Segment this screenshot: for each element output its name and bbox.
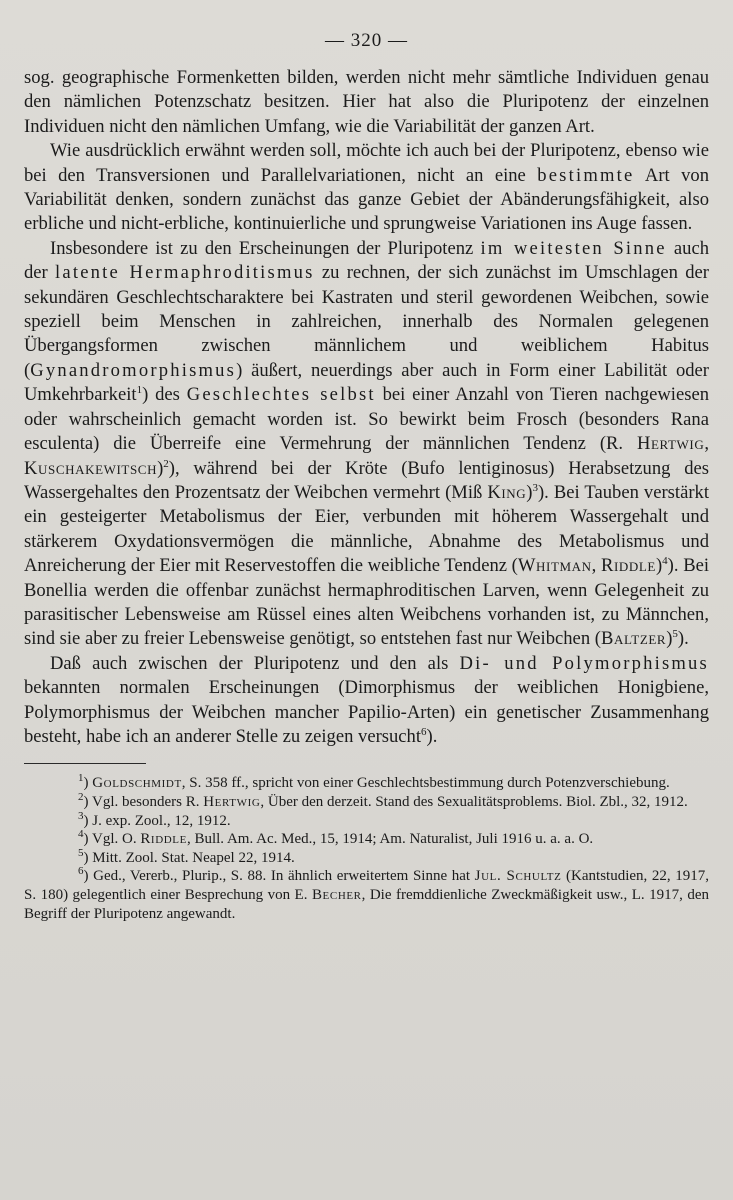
text-run: ). [426, 725, 438, 747]
text-run: Insbesondere ist zu den Erscheinungen der Pluripotenz [50, 237, 481, 259]
footnote-ref-5[interactable]: 5 [672, 628, 678, 641]
footnote-6: $^6$) Ged., Vererb., Plurip., S. 88. In ähnlich erweitertem Sinne hat Jul. Schultz (Kantstudien, 22, 1917, S. 180) gelegentlich einer Besprechung von E. Becher, Die fremddienliche Zweckmäßigkeit usw., L. 1917, den Begriff der Pluripotenz angewandt. [24, 865, 709, 922]
text-run: ) des [142, 384, 187, 406]
footnote-4: $^4$) Vgl. O. Riddle, Bull. Am. Ac. Med., 15, 1914; Am. Naturalist, Juli 1916 u. a. a. O. [78, 828, 594, 848]
text-run: Mitt. Zool. Stat. Neapel 22, 1914. [92, 849, 295, 866]
text-run: Vgl. besonders R. [91, 793, 204, 810]
text-run: bei einer Anzahl von Tieren nachgewiesen oder wahrscheinlich gemacht worden ist. So bewirkt beim Frosch (besonders Rana esculenta) die Überreife eine Vermehrung der männlichen Tendenz (R. [24, 384, 709, 455]
text-run: ). Bei Tauben verstärkt ein gesteigerter Metabolismus der Eier, verbunden mit höherem Wassergehalt und stärkerem Oxydationsvermögen die männliche, Abnahme des Metabolismus und Anreicherung der Eier mit Reservestoffen die weibliche Tendenz ( [24, 481, 709, 577]
text-run: Daß auch zwischen der Pluripotenz und den als [50, 652, 460, 674]
text-run: auch der [24, 237, 709, 284]
page-number: — 320 — [325, 30, 408, 51]
footnote-marker: 4 [78, 828, 84, 841]
footnote-2: $^2$) Vgl. besonders R. Hertwig, Über den derzeit. Stand des Sexualitätsproblems. Biol. Zbl., 32, 1912. [78, 790, 688, 810]
author-name: Riddle [140, 831, 187, 848]
text-run: bekannten normalen Erscheinungen (Dimorphismus der weiblichen Honigbiene, Polymorphismus der Weibchen mancher Papilio-Arten) ein genetischer Zusammenhang besteht, habe ich an anderer Stelle zu zeigen versucht [24, 677, 709, 747]
footnote-1: $^1$) Goldschmidt, S. 358 ff., spricht von einer Geschlechtsbestimmung durch Potenzverschiebung. [78, 772, 670, 792]
footnote-3: $^3$) J. exp. Zool., 12, 1912. [78, 809, 231, 829]
author-name: Hertwig [636, 433, 705, 455]
text-run: , Die fremddienliche Zweckmäßigkeit usw., L. 1917, den Begriff der Pluripotenz angewandt. [24, 886, 709, 922]
author-name: King [487, 481, 527, 503]
text-run: ) [526, 481, 533, 503]
footnote-divider [24, 763, 146, 764]
footnotes [24, 774, 709, 923]
footnote-ref-6[interactable]: 6 [421, 725, 427, 738]
text-run: zu rechnen, der sich zunächst im Umschlagen der sekundären Geschlechtscharaktere bei Kastraten und steril gewordenen Weibchen, sowie speziell beim Menschen in zahlreichen, innerhalb des Normalen gelegenen Übergangsformen zwischen männlichem und weiblichem Habitus ( [24, 262, 709, 381]
text-run: ) [655, 555, 663, 577]
footnote-5: $^5$) Mitt. Zool. Stat. Neapel 22, 1914. [78, 846, 295, 866]
footnote-ref-1[interactable]: 1 [136, 384, 143, 397]
text-run: Vgl. O. [91, 831, 141, 848]
author-name: Goldschmidt [92, 775, 182, 792]
text-run: ) [157, 457, 164, 479]
spaced-emphasis: bestimmte [537, 164, 635, 186]
text-run: , Bull. Am. Ac. Med., 15, 1914; Am. Naturalist, Juli 1916 u. a. a. O. [186, 831, 594, 848]
author-name: Whitman [517, 555, 592, 577]
text-run: ). [677, 628, 689, 650]
footnote-marker: 3 [78, 809, 84, 822]
spaced-emphasis: latente Hermaphroditismus [55, 262, 315, 284]
footnote-ref-2[interactable]: 2 [163, 457, 169, 470]
text-run: ). Bei Bonellia werden die offenbar zunächst hermaphroditischen Larven, wenn Gelegenheit zu parasitischer Lebensweise am Rüssel eines alten Weibchens vorhanden ist, zu Männchen, sind sie aber zu freier Lebensweise genötigt, so entstehen fast nur Weibchen ( [24, 555, 710, 650]
text-run: (Kantstudien, 22, 1917, S. 180) gelegentlich einer Besprechung von E. [24, 868, 709, 903]
footnote-marker: 1 [78, 772, 84, 785]
footnote-ref-4[interactable]: 4 [662, 554, 668, 567]
body-text [24, 66, 709, 749]
text-run: Ged., Vererb., Plurip., S. 88. In ähnlich erweitertem Sinne hat [93, 868, 475, 885]
paragraph-3 [24, 237, 709, 652]
text-run: Wie ausdrücklich erwähnt werden soll, möchte ich auch bei der Pluripotenz, ebenso wie bei den Transversionen und Parallelvariationen, nicht an eine [24, 140, 709, 186]
text-run: , S. 358 ff., spricht von einer Geschlechtsbestimmung durch Potenzverschiebung. [181, 775, 670, 792]
spaced-emphasis: Gynandromorphismus [30, 359, 237, 381]
text-run: ), während bei der Kröte (Bufo lentiginosus) Herabsetzung des Wassergehaltes den Prozentsatz der Weibchen vermehrt (Miß [24, 457, 709, 503]
text-run: ) äußert, neuerdings aber auch in Form einer Labilität oder Umkehrbarkeit [24, 359, 709, 406]
author-name: Kuschakewitsch [24, 457, 158, 479]
footnote-ref-3[interactable]: 3 [532, 481, 538, 494]
spaced-emphasis: Di- und Polymorphismus [459, 652, 709, 674]
text-run: , Über den derzeit. Stand des Sexualitätsproblems. Biol. Zbl., 32, 1912. [260, 793, 688, 810]
author-name: Riddle [600, 555, 656, 577]
text-run: ) [666, 628, 673, 650]
text-run: , [591, 555, 601, 577]
text-run: , [704, 433, 709, 455]
footnote-marker: 5 [78, 846, 84, 859]
paragraph-4 [24, 652, 709, 750]
spaced-emphasis: im weitesten Sinne [480, 237, 667, 259]
paragraph-2 [24, 139, 709, 237]
text-run: sog. geographische Formenketten bilden, werden nicht mehr sämtliche Individuen genau den nämlichen Potenzschatz besitzen. Hier hat also die Pluripotenz der einzelnen Individuen nicht den nämlichen Umfang, wie die Variabilität der ganzen Art. [24, 67, 709, 137]
footnote-marker: 6 [78, 865, 84, 878]
paragraph-1 [24, 66, 709, 139]
author-name: Jul. Schultz [474, 868, 562, 885]
text-run: J. exp. Zool., 12, 1912. [92, 812, 231, 829]
author-name: Becher [311, 886, 362, 903]
spaced-emphasis: Geschlechtes selbst [186, 384, 376, 406]
author-name: Baltzer [600, 628, 667, 650]
author-name: Hertwig [203, 793, 261, 810]
text-run: Art von Variabilität denken, sondern zunächst das ganze Gebiet der Abänderungsfähigkeit, also erbliche und nicht-erbliche, kontinuierliche und sprungweise Variationen ins Auge fassen. [24, 164, 709, 235]
footnote-marker: 2 [78, 790, 84, 803]
